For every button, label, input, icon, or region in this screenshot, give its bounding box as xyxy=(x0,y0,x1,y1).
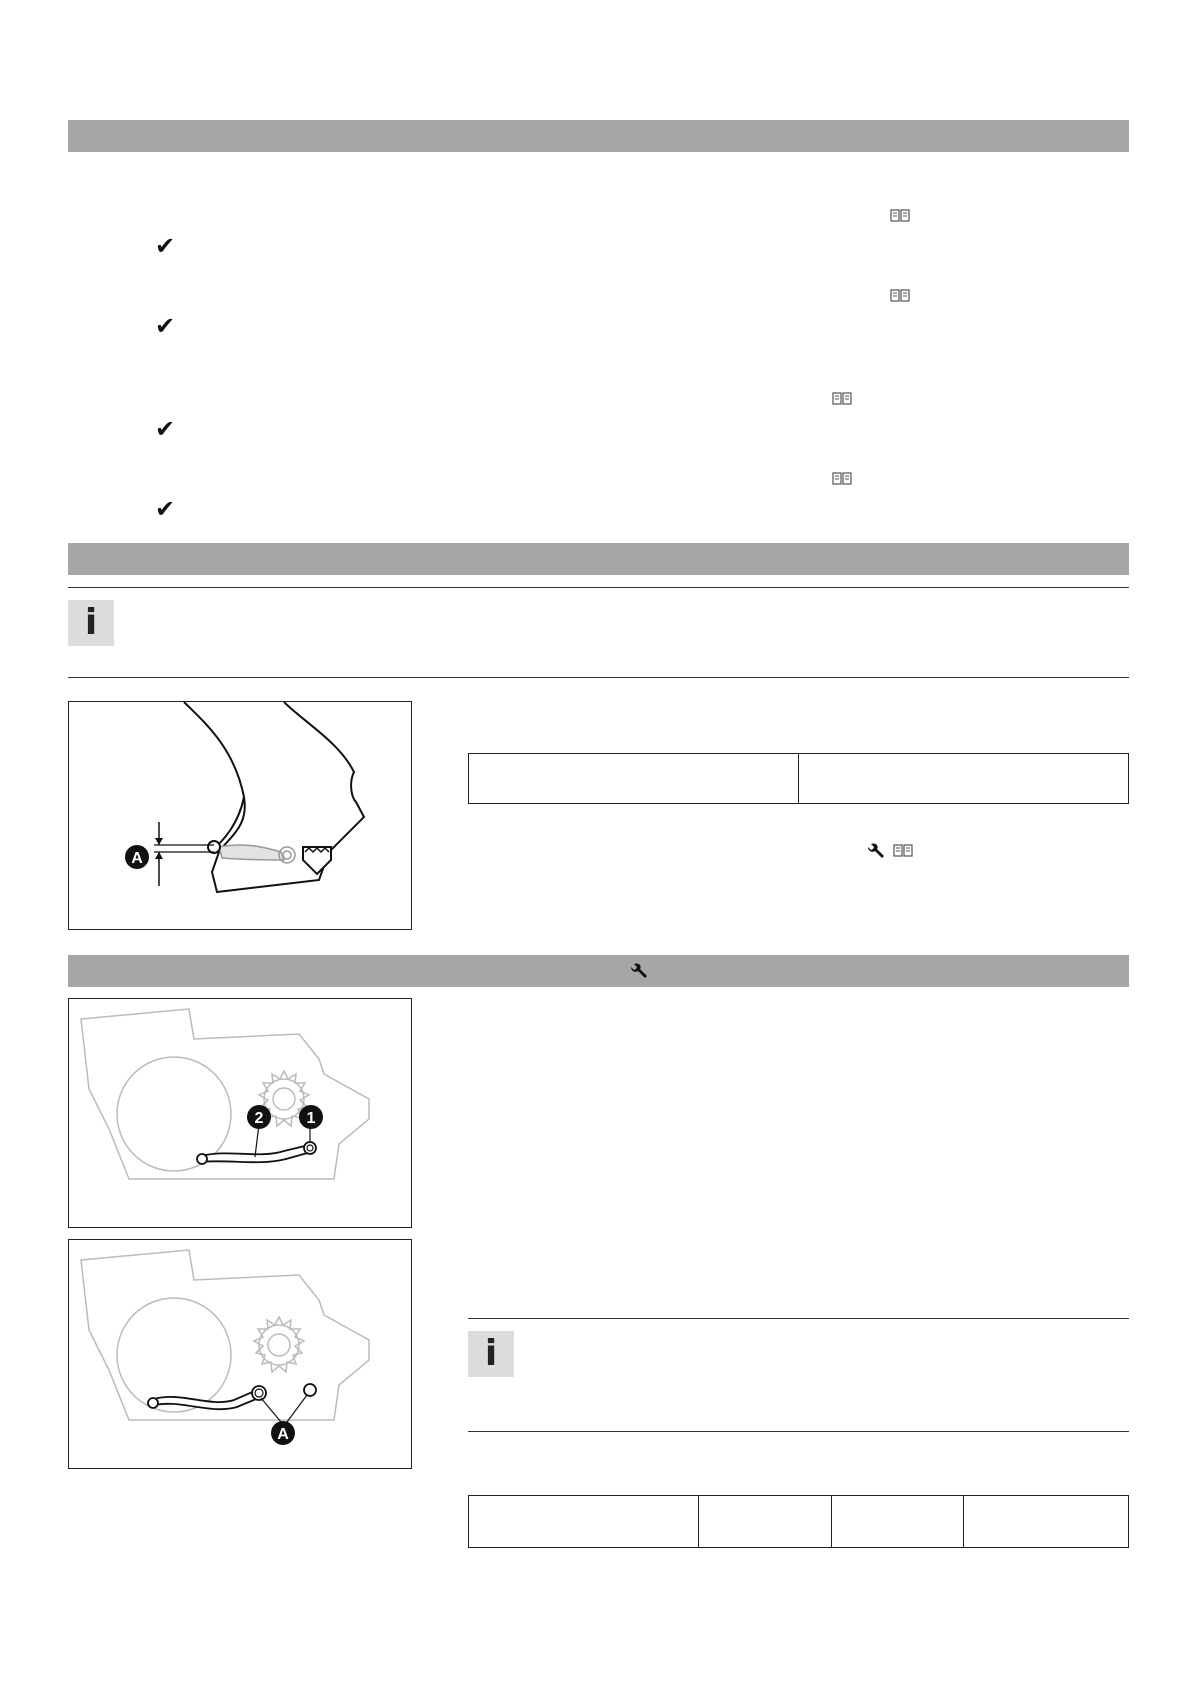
callout-a: A xyxy=(131,850,143,867)
callout-2: 2 xyxy=(254,1110,264,1127)
table-cell xyxy=(832,1496,964,1547)
note-divider-bottom xyxy=(68,677,1129,678)
spec-table-2 xyxy=(468,1495,1129,1548)
info-icon: i xyxy=(68,600,114,646)
figure-linkage-adjusted xyxy=(68,1239,412,1469)
table-cell xyxy=(469,1496,699,1547)
note-divider-bottom xyxy=(468,1431,1129,1432)
book-icon[interactable] xyxy=(890,288,910,304)
table-cell xyxy=(469,754,799,803)
callout-a: A xyxy=(277,1426,289,1443)
section-header-bar-1 xyxy=(68,120,1129,152)
book-icon[interactable] xyxy=(893,843,913,859)
book-icon[interactable] xyxy=(890,208,910,224)
note-divider-top xyxy=(468,1318,1129,1319)
table-cell xyxy=(964,1496,1128,1547)
check-mark-1: ✔ xyxy=(155,233,176,260)
info-icon: i xyxy=(468,1331,514,1377)
callout-1: 1 xyxy=(306,1110,316,1127)
check-mark-2: ✔ xyxy=(155,313,176,340)
wrench-icon xyxy=(868,843,886,859)
book-icon[interactable] xyxy=(832,391,852,407)
section-header-bar-3 xyxy=(68,955,1129,987)
spec-table-1 xyxy=(468,753,1129,804)
table-cell xyxy=(799,754,1128,803)
check-mark-4: ✔ xyxy=(155,496,176,523)
figure-foot-brake-pedal xyxy=(68,701,412,930)
book-icon[interactable] xyxy=(832,471,852,487)
wrench-icon xyxy=(631,963,649,979)
check-mark-3: ✔ xyxy=(155,416,176,443)
note-divider-top xyxy=(68,587,1129,588)
table-cell xyxy=(699,1496,832,1547)
figure-linkage-closeup xyxy=(68,998,412,1228)
section-header-bar-2 xyxy=(68,543,1129,575)
